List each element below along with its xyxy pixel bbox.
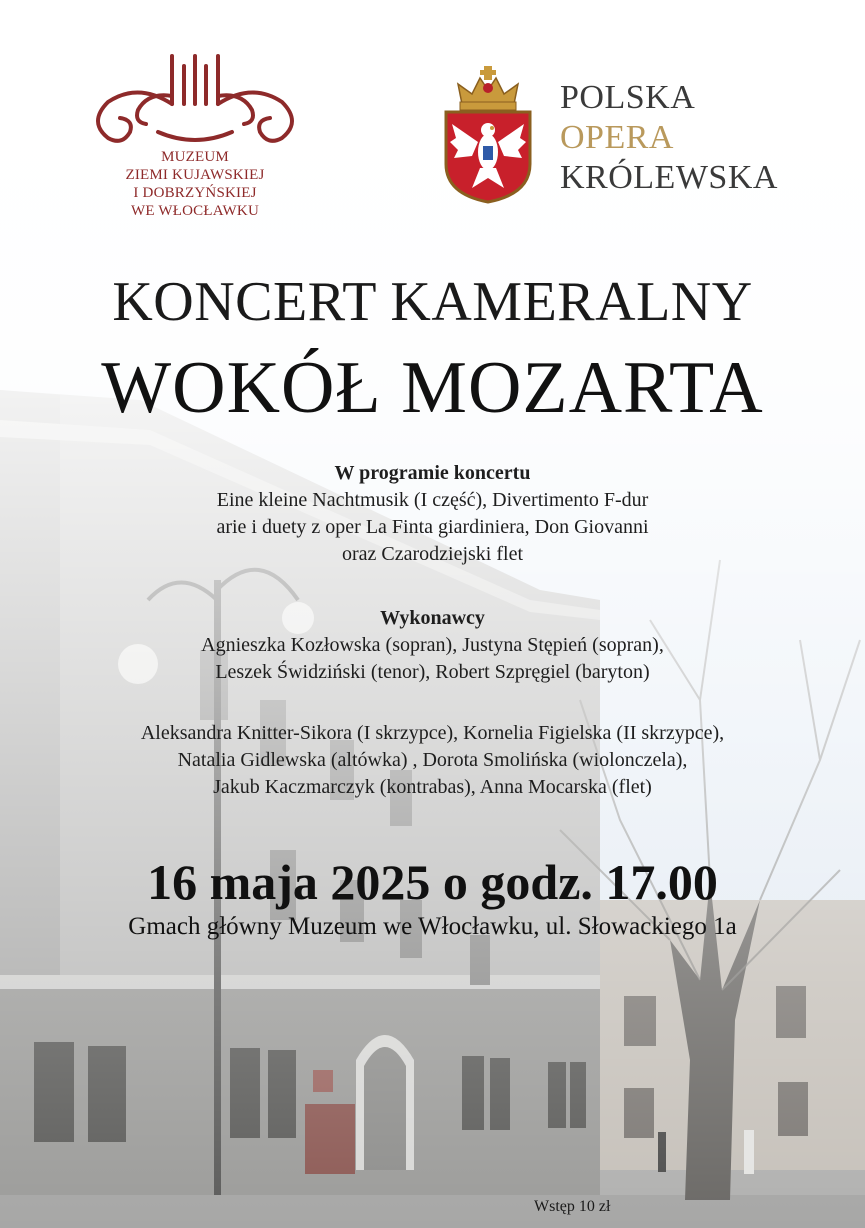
musicians-line: Natalia Gidlewska (altówka) , Dorota Smolińska (wiolonczela), xyxy=(177,749,688,771)
opera-name xyxy=(560,78,778,198)
eagle-crest-icon xyxy=(442,64,534,204)
programme-heading: W programie koncertu xyxy=(334,462,531,484)
performers-heading: Wykonawcy xyxy=(380,607,485,629)
museum-logo-icon xyxy=(88,52,302,148)
concert-title: KONCERT KAMERALNY xyxy=(112,271,753,333)
singers-line: Leszek Świdziński (tenor), Robert Szpręgiel (baryton) xyxy=(215,661,650,683)
museum-name-line: ZIEMI KUJAWSKIEJ xyxy=(125,167,265,183)
performers-section xyxy=(0,605,865,686)
museum-name-line: MUZEUM xyxy=(161,149,229,165)
museum-logo xyxy=(88,52,302,228)
museum-name-line: WE WŁOCŁAWKU xyxy=(131,203,259,219)
event-venue: Gmach główny Muzeum we Włocławku, ul. Słowackiego 1a xyxy=(128,913,737,940)
entry-fee: Wstęp 10 zł xyxy=(534,1198,611,1215)
programme-line: arie i duety z oper La Finta giardiniera, Don Giovanni xyxy=(216,516,649,538)
opera-name-line: KRÓLEWSKA xyxy=(560,159,778,196)
musicians-line: Aleksandra Knitter-Sikora (I skrzypce), Kornelia Figielska (II skrzypce), xyxy=(140,722,725,744)
museum-name-line: I DOBRZYŃSKIEJ xyxy=(133,185,257,201)
opera-name-line: POLSKA xyxy=(560,79,696,116)
event-date: 16 maja 2025 o godz. 17.00 xyxy=(147,854,718,910)
musicians-section xyxy=(0,720,865,801)
singers-line: Agnieszka Kozłowska (sopran), Justyna Stępień (sopran), xyxy=(201,634,664,656)
museum-name xyxy=(88,148,302,220)
programme-line: oraz Czarodziejski flet xyxy=(341,543,524,565)
opera-name-line: OPERA xyxy=(560,119,674,156)
programme-section xyxy=(0,460,865,568)
concert-subtitle: WOKÓŁ MOZARTA xyxy=(101,347,764,429)
programme-line: Eine kleine Nachtmusik (I część), Divertimento F-dur xyxy=(216,489,649,511)
musicians-line: Jakub Kaczmarczyk (kontrabas), Anna Mocarska (flet) xyxy=(213,776,652,798)
